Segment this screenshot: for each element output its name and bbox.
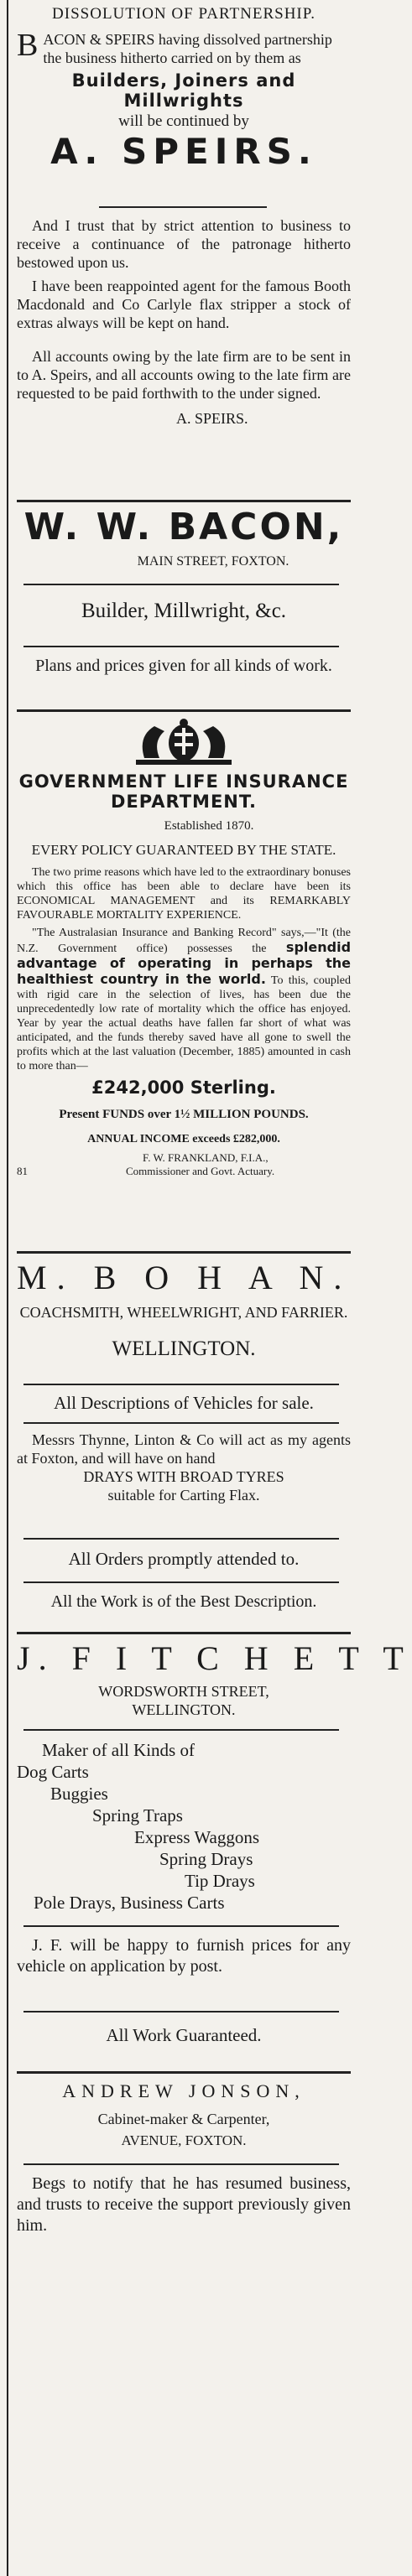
established-line: Established 1870. bbox=[164, 819, 254, 833]
divider bbox=[17, 2071, 351, 2074]
quote-rest: To this, coupled with rigid care in the selection of lives, has been due the unprecedentedly low rate of mortality which the office has enjoyed. Year by year the actual deaths have fallen far short of what was anticipated, and the funds thereby saved have all gone to swell the profits which at the last valuation (December, 1885) amounted in cash to more than— bbox=[17, 974, 351, 1072]
ad-bohan-agents bbox=[17, 1431, 351, 1504]
ad-text: Plans and prices given for all kinds of work. bbox=[35, 657, 332, 675]
divider bbox=[99, 206, 267, 208]
vehicle-item: Tip Drays bbox=[185, 1871, 255, 1891]
ad-paragraph: J. F. will be happy to furnish prices for any vehicle on application by post. bbox=[17, 1936, 351, 1976]
amount-line: £242,000 Sterling. bbox=[91, 1078, 276, 1098]
advertiser-name: J. F I T C H E T T bbox=[17, 1639, 412, 1677]
ad-fitchett-guarantee bbox=[17, 2024, 351, 2046]
advertiser-name: W. W. BACON, bbox=[23, 506, 344, 548]
ad-paragraph: All accounts owing by the late firm are to be sent in to A. Speirs, and all accounts owing to the late firm are requested to be paid forthwith to the under signed. bbox=[17, 348, 351, 402]
funds-line: Present FUNDS over 1½ MILLION POUNDS. bbox=[59, 1108, 309, 1121]
ad-paragraph: The two prime reasons which have led to the extraordinary bonuses which this office has been able to declare have been its ECONOMICAL MANAGEMENT and its REMARKABLY FAVOURABLE MORTALITY EXPERIENCE. bbox=[17, 866, 351, 922]
divider bbox=[23, 584, 339, 585]
actuary-name: F. W. FRANKLAND, F.I.A., bbox=[143, 1151, 269, 1164]
ad-dissolution-body bbox=[17, 216, 351, 428]
divider bbox=[23, 1925, 339, 1927]
address: MAIN STREET, FOXTON. bbox=[137, 554, 289, 569]
vehicle-item: Express Waggons bbox=[134, 1827, 259, 1847]
divider bbox=[23, 2011, 339, 2012]
ad-paragraph: Begs to notify that he has resumed business, and trusts to receive the support previously given him. bbox=[17, 2174, 351, 2235]
ad-jonson bbox=[17, 2080, 351, 2149]
income-line: ANNUAL INCOME exceeds £282,000. bbox=[87, 1133, 280, 1145]
ad-text: All Work Guaranteed. bbox=[106, 2025, 262, 2045]
vehicle-item: Pole Drays, Business Carts bbox=[34, 1893, 225, 1913]
suitable-line: suitable for Carting Flax. bbox=[107, 1487, 260, 1504]
ad-heading: GOVERNMENT LIFE INSURANCE DEPARTMENT. bbox=[18, 771, 349, 812]
ad-text: All Orders promptly attended to. bbox=[68, 1549, 300, 1569]
actuary-role: Commissioner and Govt. Actuary. bbox=[126, 1165, 275, 1177]
divider bbox=[23, 1581, 339, 1583]
ad-fitchett bbox=[17, 1639, 412, 1719]
ad-paragraph bbox=[17, 926, 351, 1073]
vehicle-item: Buggies bbox=[50, 1784, 108, 1804]
signature: A. SPEIRS. bbox=[176, 410, 248, 427]
divider bbox=[23, 2163, 339, 2165]
ad-paragraph: I have been reappointed agent for the famous Booth Macdonald and Co Carlyle flax stripper a stock of extras always will be kept on hand. bbox=[17, 278, 351, 331]
ad-reference: 81 bbox=[17, 1165, 28, 1177]
ad-bacon bbox=[17, 506, 351, 570]
ad-bohan bbox=[17, 1258, 351, 1362]
ad-text: ACON & SPEIRS having dissolved partnership the business hitherto carried on by them as bbox=[43, 31, 332, 66]
quote-emphasis: splendid advantage of operating in perhaps the healthiest country in the world. bbox=[17, 939, 352, 987]
coat-of-arms-icon bbox=[121, 718, 247, 768]
divider bbox=[17, 1251, 351, 1254]
ad-paragraph: And I trust that by strict attention to business to receive a continuance of the patronage hitherto bestowed upon us. bbox=[17, 217, 351, 271]
street-line: WORDSWORTH STREET, bbox=[98, 1683, 269, 1700]
vehicle-item: Spring Traps bbox=[92, 1805, 183, 1826]
drop-cap: B bbox=[17, 28, 39, 63]
ad-fitchett-list bbox=[17, 1739, 351, 1914]
trade-line: COACHSMITH, WHEELWRIGHT, AND FARRIER. bbox=[19, 1304, 348, 1321]
drays-line: DRAYS WITH BROAD TYRES bbox=[83, 1468, 284, 1485]
ad-bacon-trade bbox=[17, 599, 351, 624]
town-line: WELLINGTON. bbox=[132, 1701, 236, 1718]
trade-line: Builders, Joiners and Millwrights bbox=[71, 70, 296, 111]
advertiser-name: ANDREW JONSON, bbox=[62, 2080, 305, 2101]
divider bbox=[17, 709, 351, 712]
advertiser-name: M. B O H A N. bbox=[17, 1259, 352, 1296]
continued-line: will be continued by bbox=[118, 112, 249, 130]
guarantee-line: EVERY POLICY GUARANTEED BY THE STATE. bbox=[31, 842, 336, 858]
advertiser-name: A. SPEIRS. bbox=[50, 131, 317, 172]
ad-bohan-work bbox=[17, 1592, 351, 1613]
vehicle-item: Spring Drays bbox=[159, 1849, 253, 1869]
ad-heading: DISSOLUTION OF PARTNERSHIP. bbox=[52, 5, 316, 23]
ad-bohan-body bbox=[17, 1392, 351, 1414]
ad-bacon-plans bbox=[17, 656, 351, 676]
trade-line: Builder, Millwright, &c. bbox=[81, 600, 287, 622]
divider bbox=[17, 500, 351, 502]
column-border bbox=[7, 0, 8, 2576]
divider bbox=[17, 1632, 351, 1634]
trade-line: Cabinet-maker & Carpenter, bbox=[97, 2111, 270, 2127]
ad-jonson-body bbox=[17, 2174, 351, 2236]
quote-intro: "The Australasian Insurance and Banking Record" says,—"It (the N.Z. Government office) possesses the bbox=[17, 927, 351, 955]
divider bbox=[23, 1422, 339, 1424]
ad-bohan-orders bbox=[17, 1548, 351, 1570]
divider bbox=[23, 646, 339, 647]
ad-body bbox=[17, 30, 351, 67]
maker-line: Maker of all Kinds of bbox=[42, 1740, 195, 1760]
ad-text: All the Work is of the Best Description. bbox=[50, 1592, 317, 1611]
town-line: WELLINGTON. bbox=[112, 1337, 256, 1360]
vehicle-item: Dog Carts bbox=[17, 1762, 89, 1782]
address: AVENUE, FOXTON. bbox=[121, 2132, 247, 2148]
actuary-title bbox=[17, 1165, 351, 1178]
divider bbox=[23, 1538, 339, 1540]
ad-fitchett-prices bbox=[17, 1935, 351, 1977]
ad-insurance bbox=[17, 718, 351, 1178]
ad-text: All Descriptions of Vehicles for sale. bbox=[54, 1393, 314, 1413]
ad-dissolution bbox=[17, 5, 351, 171]
divider bbox=[23, 1384, 339, 1385]
ad-paragraph: Messrs Thynne, Linton & Co will act as my agents at Foxton, and will have on hand bbox=[17, 1431, 351, 1467]
divider bbox=[23, 1729, 339, 1731]
